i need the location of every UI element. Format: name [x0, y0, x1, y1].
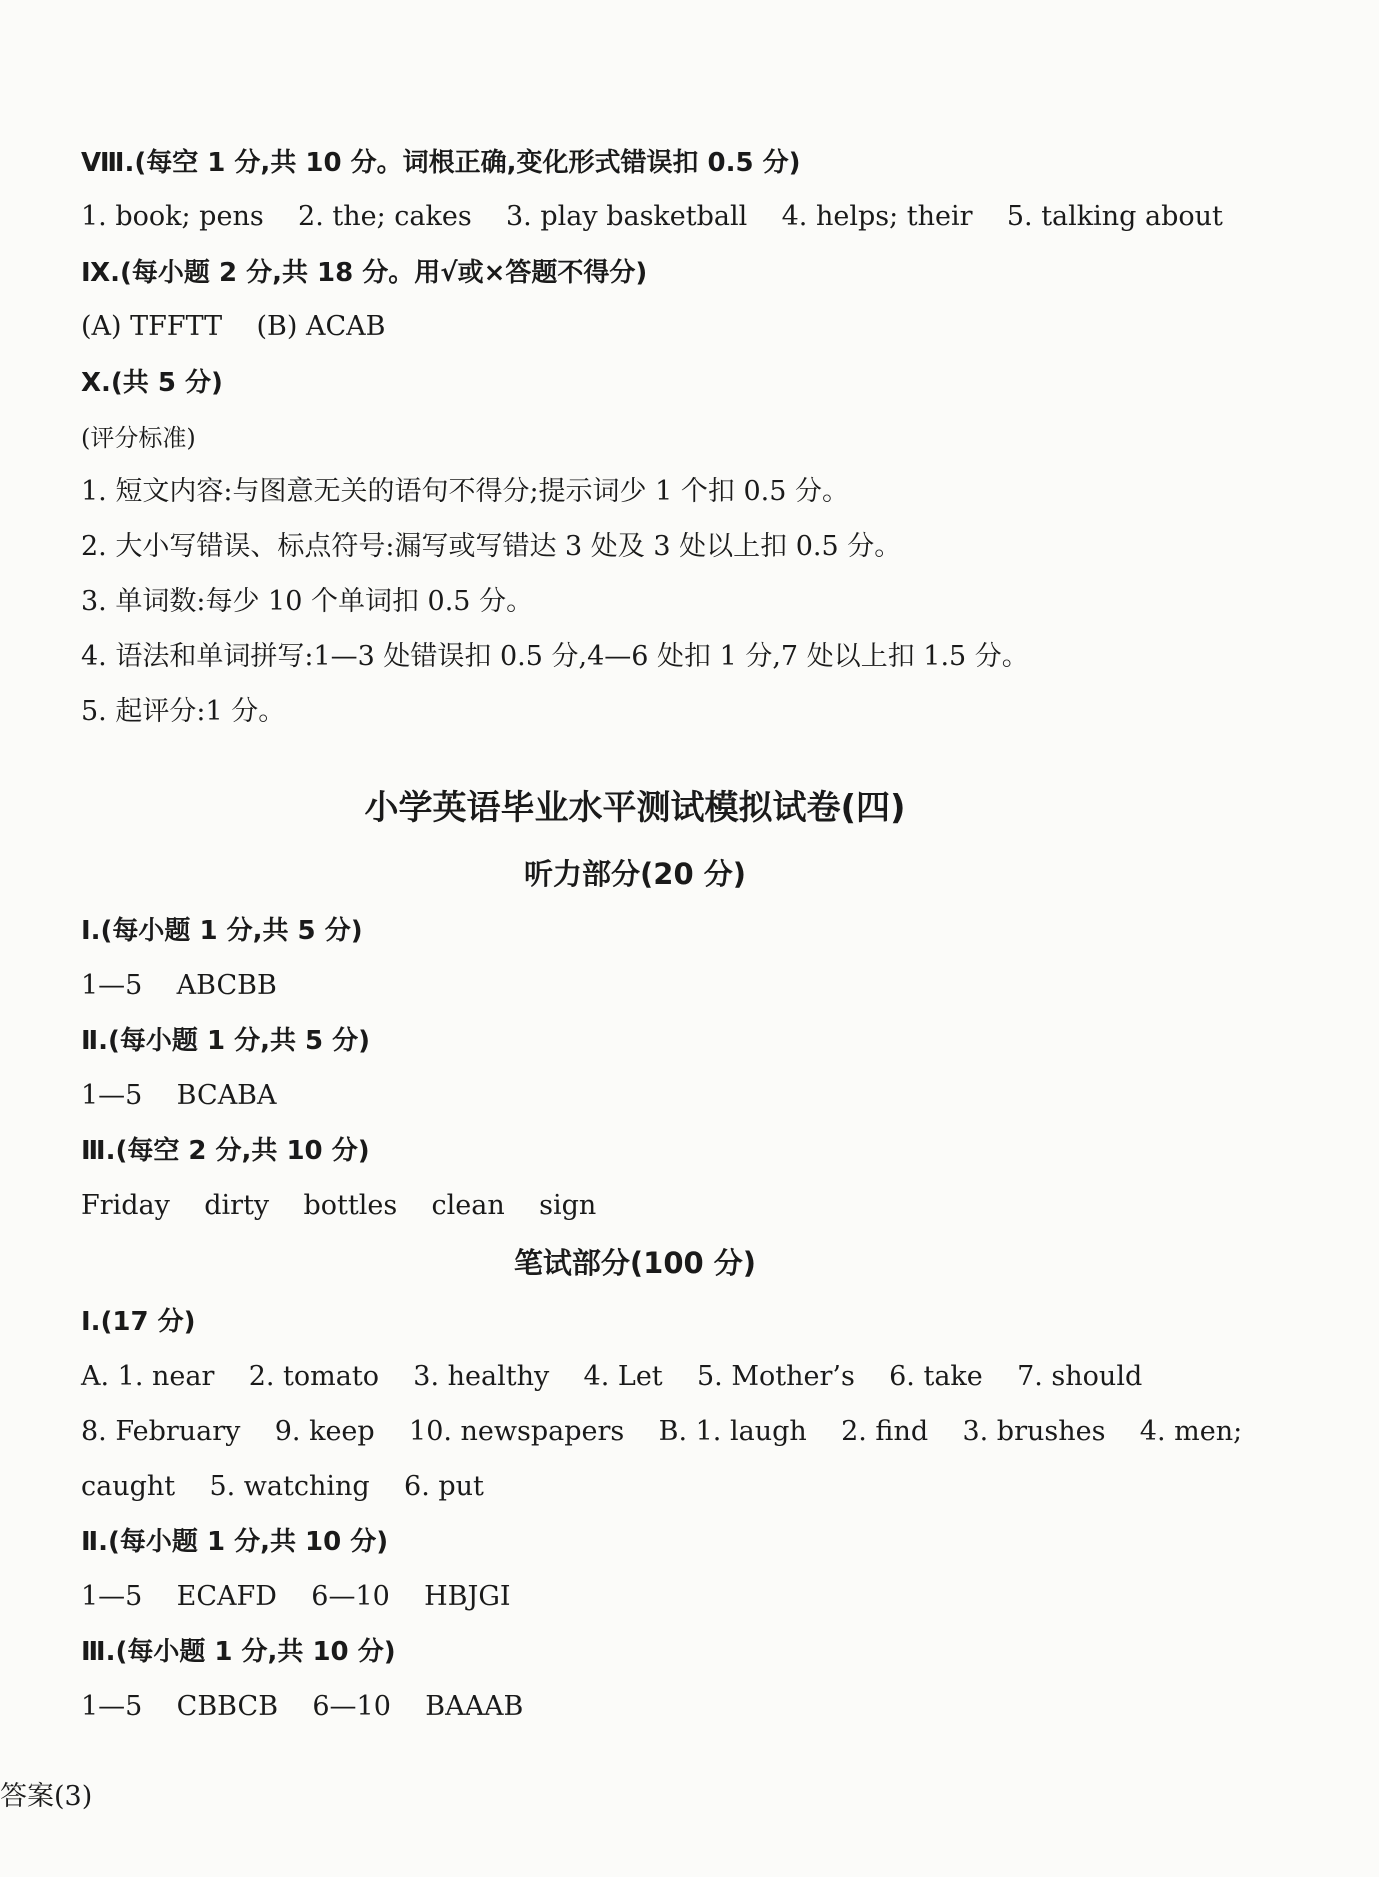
exam-title: 小学英语毕业水平测试模拟试卷(四)	[364, 788, 906, 828]
section8-answers: 1. book; pens 2. the; cakes 3. play basketball 4. helps; their 5. talking about	[81, 201, 1223, 232]
section9-heading: Ⅸ.(每小题 2 分,共 18 分。用√或×答题不得分)	[81, 258, 648, 288]
written-section1-line: A. 1. near 2. tomato 3. healthy 4. Let 5. Mother’s 6. take 7. should	[81, 1361, 1143, 1392]
criteria-item: 1. 短文内容:与图意无关的语句不得分;提示词少 1 个扣 0.5 分。	[81, 476, 849, 507]
section10-heading: Ⅹ.(共 5 分)	[81, 368, 223, 398]
written-title: 笔试部分(100 分)	[513, 1246, 757, 1280]
listening-section2-heading: Ⅱ.(每小题 1 分,共 5 分)	[81, 1026, 371, 1056]
section9-answers: (A) TFFTT (B) ACAB	[81, 311, 386, 342]
written-section2-answers: 1—5 ECAFD 6—10 HBJGI	[81, 1581, 511, 1612]
criteria-item: 2. 大小写错误、标点符号:漏写或写错达 3 处及 3 处以上扣 0.5 分。	[81, 531, 902, 562]
written-section1-line: 8. February 9. keep 10. newspapers B. 1. laugh 2. find 3. brushes 4. men;	[81, 1416, 1243, 1447]
criteria-item: 4. 语法和单词拼写:1—3 处错误扣 0.5 分,4—6 处扣 1 分,7 处以上扣 1.5 分。	[81, 641, 1029, 672]
criteria-item: 3. 单词数:每少 10 个单词扣 0.5 分。	[81, 586, 534, 617]
written-section3-heading: Ⅲ.(每小题 1 分,共 10 分)	[81, 1637, 396, 1667]
section8-heading: Ⅷ.(每空 1 分,共 10 分。词根正确,变化形式错误扣 0.5 分)	[81, 148, 801, 178]
written-section1-heading: Ⅰ.(17 分)	[81, 1307, 196, 1337]
criteria-title: (评分标准)	[81, 424, 196, 452]
listening-section3-heading: Ⅲ.(每空 2 分,共 10 分)	[81, 1136, 370, 1166]
listening-section2-answers: 1—5 BCABA	[81, 1080, 277, 1111]
listening-section1-heading: Ⅰ.(每小题 1 分,共 5 分)	[81, 916, 363, 946]
page-footer: 答案(3)	[0, 1781, 93, 1812]
written-section2-heading: Ⅱ.(每小题 1 分,共 10 分)	[81, 1527, 389, 1557]
written-section3-answers: 1—5 CBBCB 6—10 BAAAB	[81, 1691, 524, 1722]
written-section1-line: caught 5. watching 6. put	[81, 1471, 484, 1502]
listening-title: 听力部分(20 分)	[524, 857, 746, 891]
listening-section3-answers: Friday dirty bottles clean sign	[81, 1190, 597, 1221]
listening-section1-answers: 1—5 ABCBB	[81, 970, 277, 1001]
criteria-item: 5. 起评分:1 分。	[81, 696, 286, 727]
